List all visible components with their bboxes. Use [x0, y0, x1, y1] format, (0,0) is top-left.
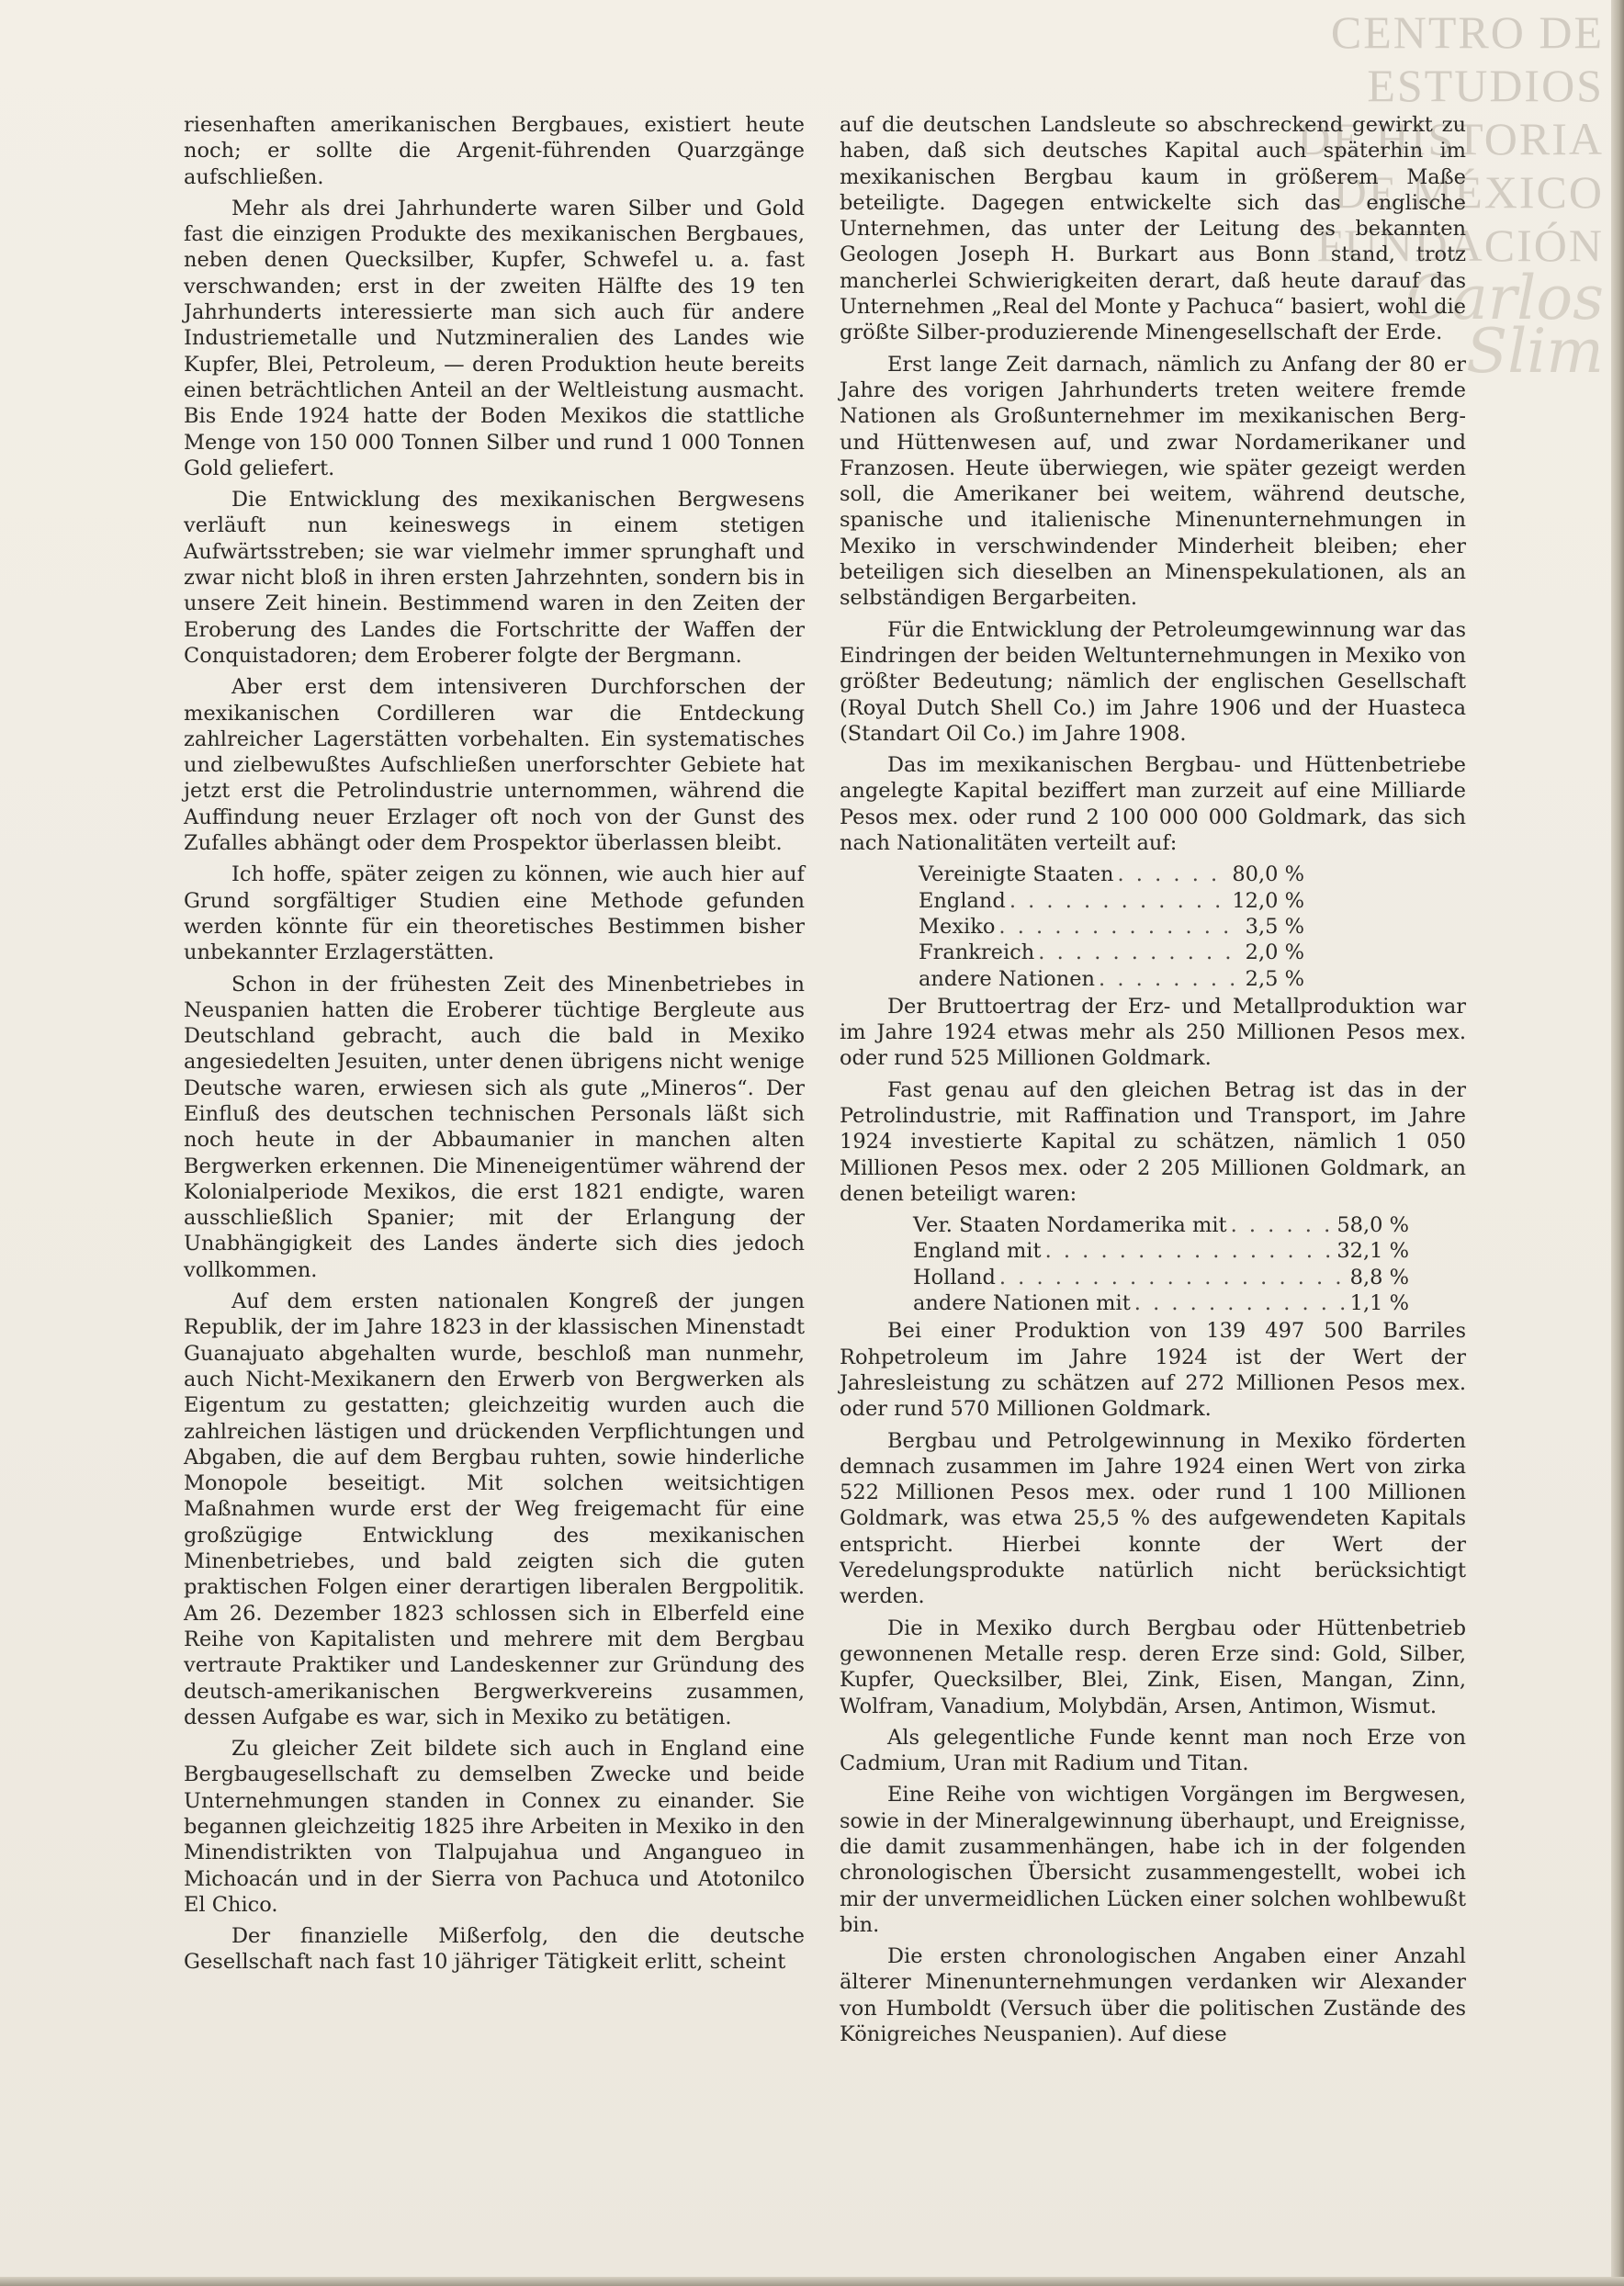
leader-dots [1231, 1212, 1334, 1238]
paragraph: Die Entwicklung des mexikanischen Bergwesens verläuft nun keineswegs in einem stetigen Aufwärtsstreben; sie war vielmehr immer sprunghaft und zwar nicht bloß in ihren ersten Jahrzehnten, sondern bis in unsere Zeit hinein. Bestimmend waren in den Zeiten der Eroberung des Landes die Fortschritte der Waffen der Conquistadoren; dem Eroberer folgte der Bergmann. [184, 488, 805, 668]
table-row [913, 1290, 1409, 1316]
scan-edge-bottom [0, 2277, 1624, 2286]
paragraph: Der finanzielle Mißerfolg, den die deutsche Gesellschaft nach fast 10 jähriger Tätigkeit erlitt, scheint [184, 1924, 805, 1975]
leader-dots [1038, 940, 1241, 965]
table-row [919, 940, 1304, 965]
capital-by-nation-table [919, 861, 1304, 991]
leader-dots [1045, 1238, 1334, 1264]
table-row-label: andere Nationen [919, 966, 1096, 991]
table-row [919, 966, 1304, 992]
table-row [919, 861, 1304, 887]
table-row-value: 2,0 % [1245, 940, 1304, 965]
paragraph: Für die Entwicklung der Petroleumgewinnung war das Eindringen der beiden Weltunternehmungen in Mexiko von größter Bedeutung; nämlich der englischen Gesellschaft (Royal Dutch Shell Co.) im Jahre 1906 und der Huasteca (Standart Oil Co.) im Jahre 1908. [840, 617, 1466, 746]
paragraph: Bergbau und Petrolgewinnung in Mexiko förderten demnach zusammen im Jahre 1924 einen Wert von zirka 522 Millionen Pesos mex. oder rund 1 100 Millionen Goldmark, was etwa 25,5 % des aufgewendeten Kapitals entspricht. Hierbei konnte der Wert der Veredelungsprodukte natürlich nicht berücksichtigt werden. [840, 1428, 1466, 1609]
table-row-value: 1,1 % [1349, 1291, 1409, 1316]
table-row-label: Vereinigte Staaten [919, 862, 1114, 887]
table-row [919, 888, 1304, 914]
table-row-label: Ver. Staaten Nordamerika mit [913, 1213, 1227, 1238]
table-row [913, 1265, 1409, 1290]
table-row-label: England [919, 888, 1006, 913]
paragraph: Erst lange Zeit darnach, nämlich zu Anfang der 80 er Jahre des vorigen Jahrhunderts treten weitere fremde Nationen als Großunternehmer im mexikanischen Berg- und Hüttenwesen auf, und zwar Nordamerikaner und Franzosen. Heute überwiegen, wie später gezeigt werden soll, die Amerikaner bei weitem, während deutsche, spanische und italienische Minenunternehmungen in Mexiko in verschwindender Minderheit bleiben; eher beteiligen sich dieselben an Minenspekulationen, als an selbständigen Bergarbeiten. [840, 352, 1466, 611]
paragraph: Der Bruttoertrag der Erz- und Metallproduktion war im Jahre 1924 etwas mehr als 250 Millionen Pesos mex. oder rund 525 Millionen Goldmark. [840, 994, 1466, 1071]
paragraph: Ich hoffe, später zeigen zu können, wie auch hier auf Grund sorgfältiger Studien eine Methode gefunden werden könnte für ein theoretisches Bestimmen bisher unbekannter Erzlagerstätten. [184, 862, 805, 965]
paragraph: Mehr als drei Jahrhunderte waren Silber und Gold fast die einzigen Produkte des mexikanischen Bergbaues, neben denen Quecksilber, Kupfer, Schwefel u. a. fast verschwanden; erst in der zweiten Hälfte des 19 ten Jahrhunderts interessierte man sich auch für andere Industriemetalle und Nutzmineralien des Landes wie Kupfer, Blei, Petroleum, — deren Produktion heute bereits einen beträchtlichen Anteil an der Weltleistung ausmacht. Bis Ende 1924 hatte der Boden Mexikos die stattliche Menge von 150 000 Tonnen Silber und rund 1 000 Tonnen Gold geliefert. [184, 196, 805, 480]
left-text-column [184, 112, 805, 1981]
leader-dots [999, 1265, 1347, 1290]
paragraph: Die in Mexiko durch Bergbau oder Hüttenbetrieb gewonnenen Metalle resp. deren Erze sind: Gold, Silber, Kupfer, Quecksilber, Blei, Zink, Eisen, Mangan, Zinn, Wolfram, Vanadium, Molybdän, Arsen, Antimon, Wismut. [840, 1616, 1466, 1718]
leader-dots [1099, 966, 1242, 992]
leader-dots [1009, 888, 1229, 914]
paragraph: Schon in der frühesten Zeit des Minenbetriebes in Neuspanien hatten die Eroberer tüchtige Bergleute aus Deutschland gebracht, auch die bald in Mexiko angesiedelten Jesuiten, unter denen übrigens nicht wenige Deutsche waren, erwiesen sich als gute „Mineros“. Der Einfluß des deutschen technischen Personals läßt sich noch heute in der Abbaumanier in manchen alten Bergwerken erkennen. Die Mineneigentümer während der Kolonialperiode Mexikos, die erst 1821 endigte, waren ausschließlich Spanier; mit der Erlangung der Unabhängigkeit des Landes änderte sich dies jedoch vollkommen. [184, 972, 805, 1282]
table-row-label: Mexiko [919, 914, 996, 939]
paragraph: Das im mexikanischen Bergbau- und Hüttenbetriebe angelegte Kapital beziffert man zurzeit auf eine Milliarde Pesos mex. oder rund 2 100 000 000 Goldmark, das sich nach Nationalitäten verteilt auf: [840, 753, 1466, 856]
paragraph: Aber erst dem intensiveren Durchforschen der mexikanischen Cordilleren war die Entdeckung zahlreicher Lagerstätten vorbehalten. Ein systematisches und zielbewußtes Aufschließen unerforschter Gebiete hat jetzt erst die Petrolindustrie unternommen, während die Auffindung neuer Erzlager oft noch von der Gunst des Zufalles abhängt oder dem Prospektor überlassen bleibt. [184, 675, 805, 856]
table-row [919, 914, 1304, 940]
table-row [913, 1238, 1409, 1264]
table-row-value: 32,1 % [1336, 1239, 1409, 1264]
paragraph: Auf dem ersten nationalen Kongreß der jungen Republik, der im Jahre 1823 in der klassischen Minenstadt Guanajuato abgehalten wurde, beschloß man nunmehr, auch Nicht-Mexikanern den Erwerb von Bergwerken als Eigentum zu gestatten; gleichzeitig wurden auch die zahlreichen lästigen und drückenden Verpflichtungen und Abgaben, die auf dem Bergbau ruhten, sowie hinderliche Monopole beseitigt. Mit solchen weitsichtigen Maßnahmen wurde erst der Weg freigemacht für eine großzügige Entwicklung des mexikanischen Minenbetriebes, und bald zeigten sich die guten praktischen Folgen einer derartigen liberalen Bergpolitik. Am 26. Dezember 1823 schlossen sich in Elberfeld eine Reihe von Kapitalisten und mehrere mit dem Bergbau vertraute Praktiker und Landeskenner zur Gründung des deutsch-amerikanischen Bergwerkvereins zusammen, dessen Aufgabe es war, sich in Mexiko zu betätigen. [184, 1289, 805, 1729]
watermark-line: ESTUDIOS [1367, 60, 1604, 111]
watermark-line: DE MÉXICO [1333, 166, 1604, 218]
watermark-line: FUNDACIÓN [1316, 220, 1604, 271]
table-row-value: 2,5 % [1245, 966, 1304, 991]
watermark-line: DE HISTORIA [1297, 113, 1604, 164]
paragraph: Fast genau auf den gleichen Betrag ist das in der Petrolindustrie, mit Raffination und Transport, im Jahre 1924 investierte Kapital zu schätzen, nämlich 1 050 Millionen Pesos mex. oder 2 205 Millionen Goldmark, an denen beteiligt waren: [840, 1077, 1466, 1206]
table-row-value: 58,0 % [1336, 1213, 1409, 1238]
watermark-line: CENTRO DE [1330, 6, 1604, 58]
paragraph: Eine Reihe von wichtigen Vorgängen im Bergwesen, sowie in der Mineralgewinnung überhaupt, und Ereignisse, die damit zusammenhängen, habe ich in der folgenden chronologischen Übersicht zusammengestellt, wobei ich mir der unvermeidlichen Lücken einer solchen wohlbewußt bin. [840, 1783, 1466, 1937]
table-row-value: 80,0 % [1232, 862, 1304, 887]
table-row-value: 12,0 % [1232, 888, 1304, 913]
leader-dots [1118, 861, 1229, 887]
table-row [913, 1212, 1409, 1238]
table-row-value: 8,8 % [1349, 1265, 1409, 1289]
right-text-column [840, 112, 1466, 2053]
leader-dots [1134, 1290, 1347, 1316]
paragraph: Als gelegentliche Funde kennt man noch Erze von Cadmium, Uran mit Radium und Titan. [840, 1725, 1466, 1776]
paragraph: auf die deutschen Landsleute so abschreckend gewirkt zu haben, daß sich deutsches Kapital auch späterhin im mexikanischen Bergbau kaum in größerem Maße beteiligte. Dagegen entwickelte sich das englische Unternehmen, das unter der Leitung des bekannten Geologen Joseph H. Burkart aus Bonn stand, trotz mancherlei Schwierigkeiten derart, daß heute darauf das Unternehmen „Real del Monte y Pachuca“ basiert, wohl die größte Silber-produzierende Minengesellschaft der Erde. [840, 113, 1466, 345]
table-row-label: England mit [913, 1239, 1042, 1264]
paragraph: Die ersten chronologischen Angaben einer Anzahl älterer Minenunternehmungen verdanken wir Alexander von Humboldt (Versuch über die politischen Zustände des Königreiches Neuspanien). Auf diese [840, 1944, 1466, 2047]
table-row-value: 3,5 % [1245, 914, 1304, 939]
scan-edge-right [1611, 0, 1624, 2286]
table-row-label: Holland [913, 1265, 996, 1289]
watermark-signature: Carlos Slim [1404, 263, 1604, 387]
table-row-label: andere Nationen mit [913, 1291, 1131, 1316]
paragraph: Zu gleicher Zeit bildete sich auch in England eine Bergbaugesellschaft zu demselben Zwecke und beide Unternehmungen standen in Connex zu einander. Sie begannen gleichzeitig 1825 ihre Arbeiten in Mexiko in den Minendistrikten von Tlalpujahua und Angangueo in Michoacán und in der Sierra von Pachuca und Atotonilco El Chico. [184, 1737, 805, 1917]
paragraph: riesenhaften amerikanischen Bergbaues, existiert heute noch; er sollte die Argenit-führenden Quarzgänge aufschließen. [184, 113, 805, 189]
leader-dots [998, 914, 1241, 940]
petroleum-capital-table [913, 1212, 1409, 1316]
table-row-label: Frankreich [919, 940, 1035, 965]
paragraph: Bei einer Produktion von 139 497 500 Barriles Rohpetroleum im Jahre 1924 ist der Wert der Jahresleistung zu schätzen auf 272 Millionen Pesos mex. oder rund 570 Millionen Goldmark. [840, 1319, 1466, 1422]
